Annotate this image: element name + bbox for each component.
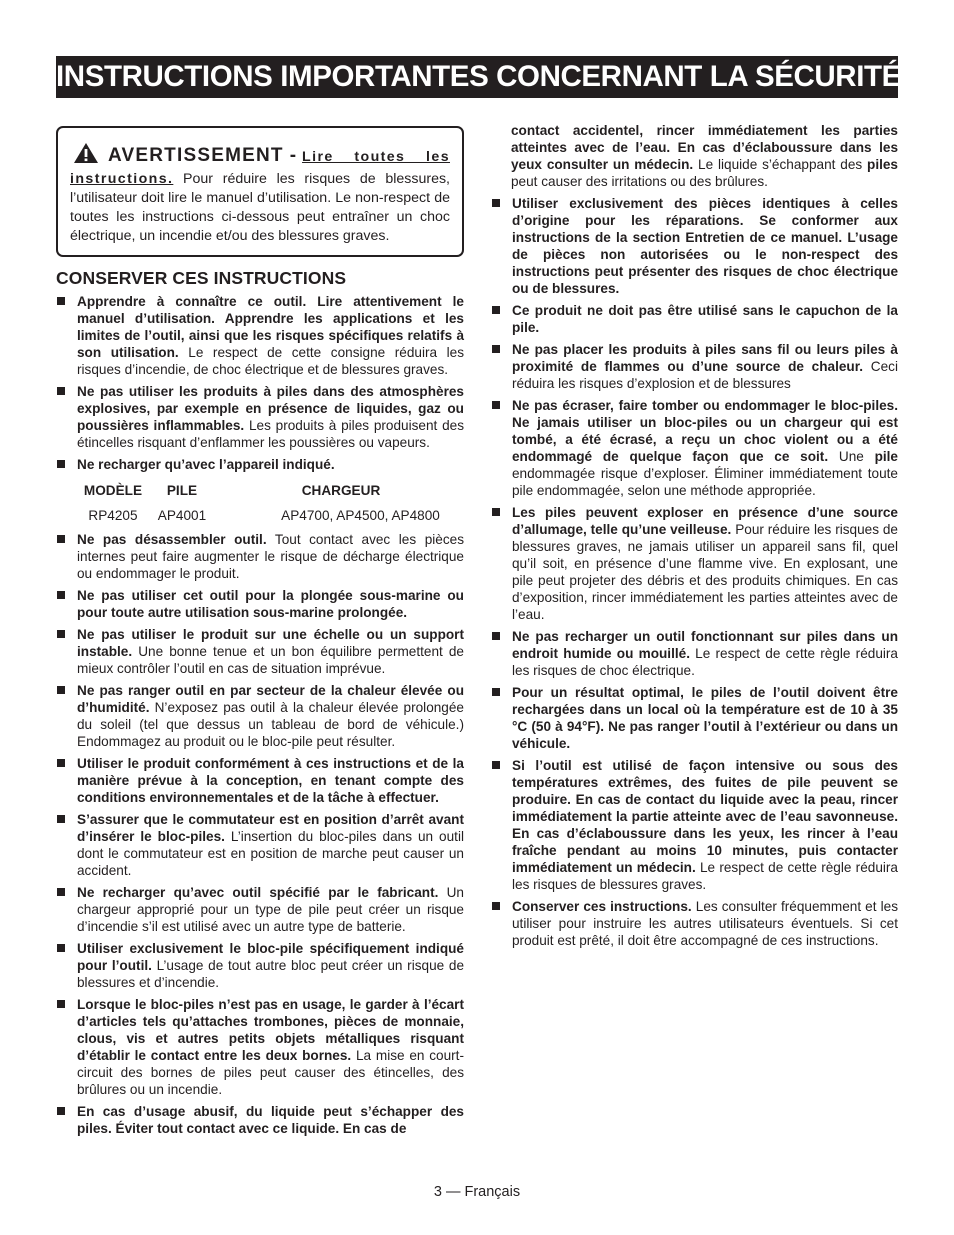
warning-triangle-icon	[73, 142, 99, 170]
list-item: Utiliser le produit conformément à ces instructions et de la manière prévue à la conception, en tenant compte des conditions environnementales et de la tâche à effectuer.	[56, 755, 464, 806]
table-cell: AP4001	[157, 508, 207, 523]
list-item: Ne pas recharger un outil fonctionnant sur piles dans un endroit humide ou mouillé. Le respect de cette règle réduira les risques de choc électrique.	[491, 628, 898, 679]
square-bullet-icon	[492, 632, 500, 640]
square-bullet-icon	[57, 888, 65, 896]
list-item: Utiliser exclusivement le bloc-pile spécifiquement indiqué pour l’outil. L’usage de tout autre bloc peut créer un risque de blessures et d’incendie.	[56, 940, 464, 991]
table-header: CHARGEUR	[301, 483, 381, 498]
warning-read-instructions: Lire toutes les instructions.	[70, 149, 450, 187]
table-header: MODÈLE	[83, 483, 143, 498]
page-footer: 3 — Français	[433, 1184, 521, 1200]
left-column	[56, 126, 464, 1142]
left-list	[56, 293, 464, 473]
list-item: Lorsque le bloc-piles n’est pas en usage, le garder à l’écart d’articles tels qu’attaches trombones, pièces de monnaie, clous, vis et autres petits objets métalliques risquant d’établir le contact entre les deux bornes. La mise en court-circuit des bornes de piles peut causer des étincelles, des brûlures ou un incendie.	[56, 996, 464, 1098]
square-bullet-icon	[57, 535, 65, 543]
square-bullet-icon	[492, 199, 500, 207]
warning-box	[56, 126, 464, 257]
list-item: Ne pas utiliser cet outil pour la plongée sous-marine ou pour toute autre utilisation sous-marine prolongée.	[56, 587, 464, 621]
square-bullet-icon	[57, 460, 65, 468]
square-bullet-icon	[57, 387, 65, 395]
square-bullet-icon	[57, 815, 65, 823]
page-title: INSTRUCTIONS IMPORTANTES CONCERNANT LA SÉCURITÉ	[56, 56, 898, 98]
list-item: Si l’outil est utilisé de façon intensive ou sous des températures extrêmes, des fuites de pile peuvent se produire. En cas de contact du liquide avec la peau, rincer immédiatement la partie atteinte avec de l’eau savonneuse. En cas d’éclaboussure dans les yeux, les rincer à l’eau fraîche pendant au moins 10 minutes, puis contacter immédiatement un médecin. Le respect de cette règle réduira les risques de blessures graves.	[491, 757, 898, 893]
square-bullet-icon	[492, 508, 500, 516]
list-item: Ne pas ranger outil en par secteur de la chaleur élevée ou d’humidité. N’exposez pas outil à la chaleur élevée prolongée du soleil (tel que dessus un tableau de bord de véhicule.) Endommagez au produit ou le bloc-pile peut résulter.	[56, 682, 464, 750]
square-bullet-icon	[57, 591, 65, 599]
square-bullet-icon	[492, 401, 500, 409]
list-item: En cas d’usage abusif, du liquide peut s’échapper des piles. Éviter tout contact avec ce liquide. En cas de	[56, 1103, 464, 1137]
list-item: Ne recharger qu’avec outil spécifié par le fabricant. Un chargeur approprié pour un type de pile peut créer un risque d’incendie s’il est utilisé avec un autre type de batterie.	[56, 884, 464, 935]
list-item: Conserver ces instructions. Les consulter fréquemment et les utiliser pour instruire les autres utilisateurs éventuels. Si cet produit est prêté, il doit être accompagné de ces instructions.	[491, 898, 898, 949]
square-bullet-icon	[492, 688, 500, 696]
square-bullet-icon	[57, 686, 65, 694]
list-item: S’assurer que le commutateur est en position d’arrêt avant d’insérer le bloc-piles. L’insertion du bloc-piles dans un outil dont le commutateur est en position de marche peut causer un accident.	[56, 811, 464, 879]
right-list	[491, 195, 898, 949]
square-bullet-icon	[57, 1107, 65, 1115]
list-item: Pour un résultat optimal, le piles de l’outil doivent être rechargées dans un local où la température est de 10 à 35 °C (50 à 94°F). Ne pas ranger l’outil à l’extérieur ou dans un véhicule.	[491, 684, 898, 752]
list-item: Ne recharger qu’avec l’appareil indiqué.	[56, 456, 464, 473]
warning-word: AVERTISSEMENT	[108, 145, 284, 166]
warning-text: Pour réduire les risques de blessures, l’utilisateur doit lire le manuel d’utilisation. Le non-respect de toutes les instructions ci-dessous peut entraîner un choc électrique, un incendie et/ou des blessures graves.	[70, 171, 450, 244]
square-bullet-icon	[492, 345, 500, 353]
table-cell: RP4205	[88, 508, 138, 523]
table-header: PILE	[166, 483, 198, 498]
left-list-2	[56, 531, 464, 1137]
right-column	[491, 122, 898, 954]
square-bullet-icon	[492, 902, 500, 910]
square-bullet-icon	[492, 761, 500, 769]
section-heading: CONSERVER CES INSTRUCTIONS	[56, 268, 347, 288]
list-item: Ne pas placer les produits à piles sans fil ou leurs piles à proximité de flammes ou d’une source de chaleur. Ceci réduira les risques d’explosion et de blessures	[491, 341, 898, 392]
compatibility-table	[76, 479, 468, 525]
warning-separator: -	[289, 145, 297, 166]
square-bullet-icon	[57, 944, 65, 952]
list-item: Ne pas écraser, faire tomber ou endommager le bloc-piles. Ne jamais utiliser un bloc-piles ou un chargeur qui est tombé, a été écrasé, a reçu un choc violent ou a été endommagé de quelque façon que ce soit. Une pile endommagée risque d’exploser. Éliminer immédiatement toute pile endommagée, selon une méthode appropriée.	[491, 397, 898, 499]
list-item: Les piles peuvent exploser en présence d’une source d’allumage, telle qu’une veilleuse. Pour réduire les risques de blessures graves, ne jamais utiliser un appareil sans fil, quel qu’il soit, en présence d’une flamme vive. En explosant, une pile peut projeter des débris et des produits chimiques. En cas d’exposition, rincer immédiatement les parties atteintes avec de l’eau.	[491, 504, 898, 623]
square-bullet-icon	[57, 630, 65, 638]
square-bullet-icon	[57, 759, 65, 767]
square-bullet-icon	[492, 306, 500, 314]
list-item: Ne pas utiliser le produit sur une échelle ou un support instable. Une bonne tenue et un bon équilibre permettent de mieux contrôler l’outil en cas de situation imprévue.	[56, 626, 464, 677]
list-item: Apprendre à connaître ce outil. Lire attentivement le manuel d’utilisation. Apprendre les applications et les limites de l’outil, ainsi que les risques spécifiques relatifs à son utilisation. Le respect de cette consigne réduira les risques d’incendie, de choc électrique et de blessures graves.	[56, 293, 464, 378]
table-cell: AP4700, AP4500, AP4800	[281, 508, 440, 523]
list-item: Ne pas désassembler outil. Tout contact avec les pièces internes peut faire augmenter le risque de décharge électrique ou endommager le produit.	[56, 531, 464, 582]
continued-paragraph: contact accidentel, rincer immédiatement les parties atteintes avec de l’eau. En cas d’éclaboussure dans les yeux consulter un médecin. Le liquide s’échappant des piles peut causer des irritations ou des brûlures.	[511, 123, 898, 189]
list-item: Ne pas utiliser les produits à piles dans des atmosphères explosives, par exemple en présence de liquides, gaz ou poussières inflammables. Les produits à piles produisent des étincelles risquant d’enflammer les poussières ou vapeurs.	[56, 383, 464, 451]
square-bullet-icon	[57, 1000, 65, 1008]
list-item: Ce produit ne doit pas être utilisé sans le capuchon de la pile.	[491, 302, 898, 336]
square-bullet-icon	[57, 297, 65, 305]
list-item: Utiliser exclusivement des pièces identiques à celles d’origine pour les réparations. Se conformer aux instructions de la section Entretien de ce manuel. L’usage de pièces non autorisées ou le non-respect des instructions peut présenter des risques de choc électrique ou de blessures.	[491, 195, 898, 297]
